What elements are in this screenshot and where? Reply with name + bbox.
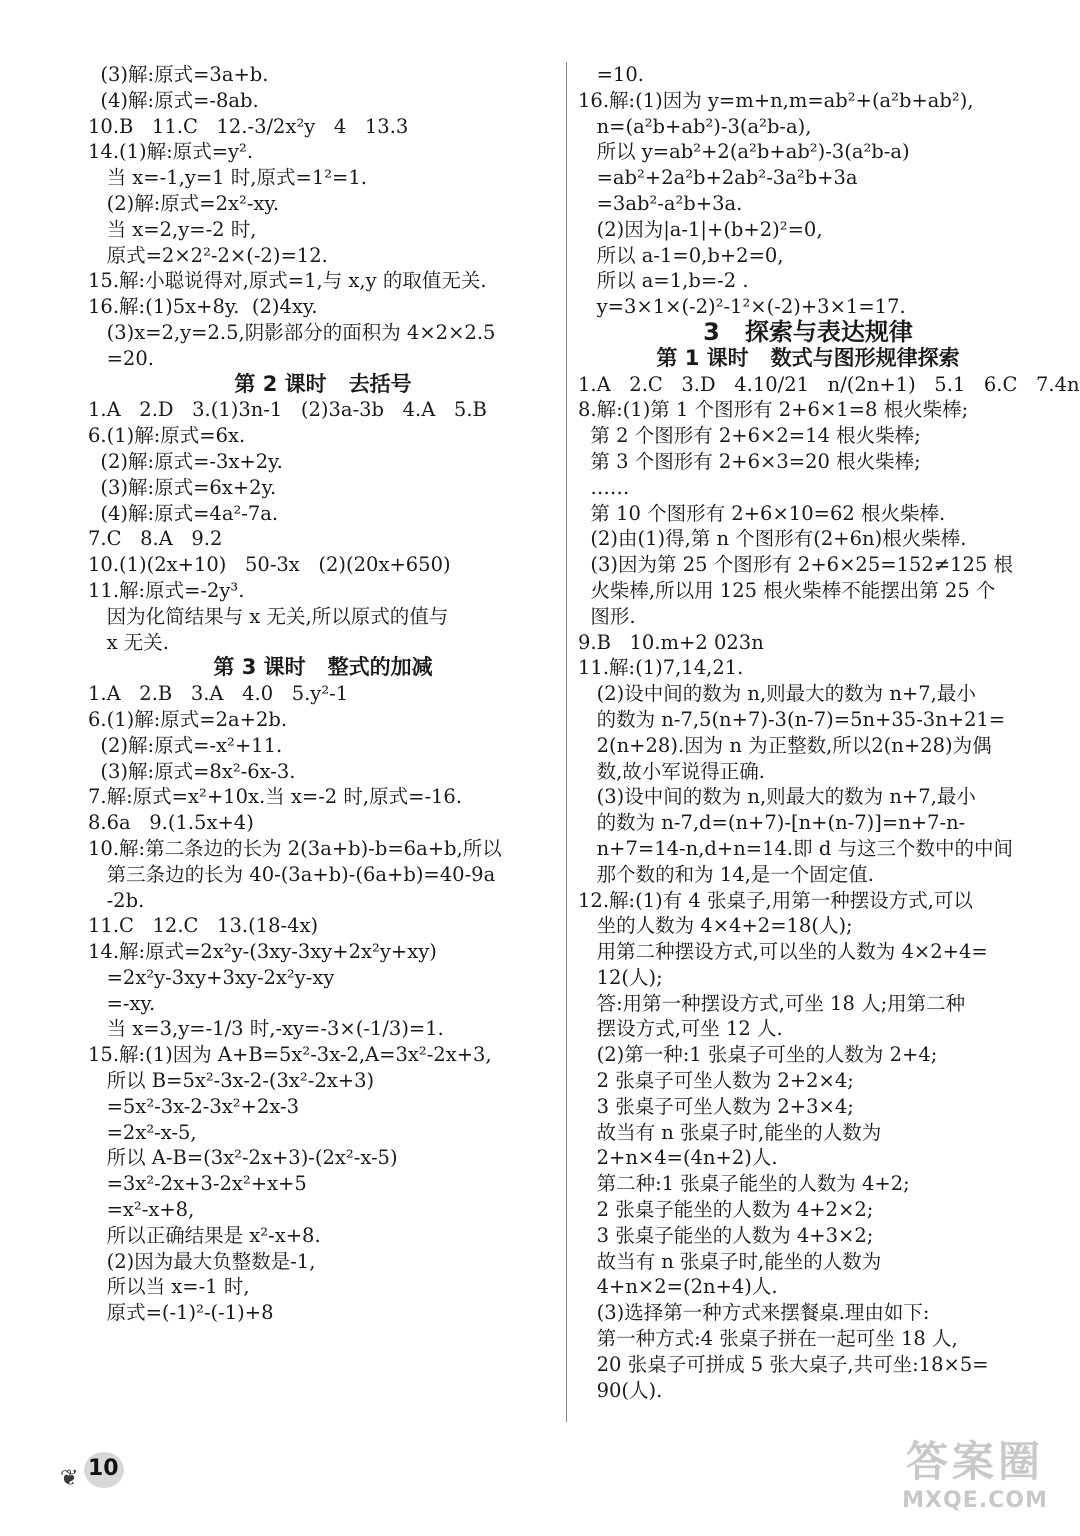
answer-line: 11.C 12.C 13.(18-4x) xyxy=(88,914,319,938)
answer-line: 当 x=2,y=-2 时, xyxy=(88,217,257,241)
answer-line: 8.6a 9.(1.5x+4) xyxy=(88,811,254,835)
answer-line: =x²-x+8, xyxy=(88,1198,195,1222)
answer-line: 用第二种摆设方式,可以坐的人数为 4×2+4= xyxy=(578,940,988,964)
answer-line: 所以 A-B=(3x²-2x+3)-(2x²-x-5) xyxy=(88,1146,398,1170)
right-answer-column xyxy=(578,62,1080,1403)
answer-line: (2)因为最大负整数是-1, xyxy=(88,1249,316,1273)
answer-line: =3x²-2x+3-2x²+x+5 xyxy=(88,1172,307,1196)
answer-line: (2)解:原式=-3x+2y. xyxy=(88,449,283,473)
answer-line: =-xy. xyxy=(88,991,156,1015)
answer-line: 因为化简结果与 x 无关,所以原式的值与 xyxy=(88,604,449,628)
answer-line: 所以 y=ab²+2(a²b+ab²)-3(a²b-a) xyxy=(578,140,910,164)
answer-line: 16.解:(1)5x+8y. (2)4xy. xyxy=(88,295,318,319)
answer-line: (3)解:原式=3a+b. xyxy=(88,63,269,86)
answer-line: 摆设方式,可坐 12 人. xyxy=(578,1017,783,1041)
answer-line: =2x²-x-5, xyxy=(88,1120,197,1144)
answer-line: 原式=2×2²-2×(-2)=12. xyxy=(88,243,328,267)
answer-line: 3 张桌子能坐的人数为 4+3×2; xyxy=(578,1223,874,1247)
answer-line: 10.解:第二条边的长为 2(3a+b)-b=6a+b,所以 xyxy=(88,836,502,860)
page-number: 10 xyxy=(88,1456,119,1481)
section-heading: 3 探索与表达规律 xyxy=(703,317,913,346)
watermark-url: MXQE.COM xyxy=(902,1488,1048,1513)
answer-line: y=3×1×(-2)²-1²×(-2)+3×1=17. xyxy=(578,295,906,319)
answer-line: (2)由(1)得,第 n 个图形有(2+6n)根火柴棒. xyxy=(578,527,967,551)
answer-line: 那个数的和为 14,是一个固定值. xyxy=(578,862,875,886)
answer-line: 第三条边的长为 40-(3a+b)-(6a+b)=40-9a xyxy=(88,862,496,886)
answer-line: 原式=(-1)²-(-1)+8 xyxy=(88,1301,274,1325)
answer-line: 的数为 n-7,5(n+7)-3(n-7)=5n+35-3n+21= xyxy=(578,707,1006,731)
answer-line: 所以当 x=-1 时, xyxy=(88,1275,250,1299)
answer-line: 第一种方式:4 张桌子拼在一起可坐 18 人, xyxy=(578,1327,958,1351)
watermark-seal: 答案圈 xyxy=(905,1437,1044,1486)
answer-line: 14.(1)解:原式=y². xyxy=(88,140,254,164)
answer-line: (2)解:原式=-x²+11. xyxy=(88,733,283,757)
answer-line: (2)设中间的数为 n,则最大的数为 n+7,最小 xyxy=(578,682,976,706)
answer-line: 10.B 11.C 12.-3/2x²y 4 13.3 xyxy=(88,114,409,138)
answer-line: 当 x=3,y=-1/3 时,-xy=-3×(-1/3)=1. xyxy=(88,1017,444,1041)
answer-line: 14.解:原式=2x²y-(3xy-3xy+2x²y+xy) xyxy=(88,940,437,964)
answer-line: 6.(1)解:原式=6x. xyxy=(88,424,246,448)
answer-line: 4+n×2=(2n+4)人. xyxy=(578,1275,778,1299)
answer-line: (3)选择第一种方式来摆餐桌.理由如下: xyxy=(578,1301,930,1325)
answer-line: 12(人); xyxy=(578,965,663,989)
answer-line: 11.解:(1)7,14,21. xyxy=(578,656,744,680)
answer-line: (3)解:原式=8x²-6x-3. xyxy=(88,759,296,783)
answer-line: 坐的人数为 4×4+2=18(人); xyxy=(578,914,853,938)
answer-line: 1.A 2.D 3.(1)3n-1 (2)3a-3b 4.A 5.B xyxy=(88,398,487,422)
answer-line: n=(a²b+ab²)-3(a²b-a), xyxy=(578,114,812,138)
lesson-heading: 第 1 课时 数式与图形规律探索 xyxy=(656,345,960,370)
answer-line: 第 3 个图形有 2+6×3=20 根火柴棒; xyxy=(578,449,921,473)
answer-line: 3 张桌子可坐人数为 2+3×4; xyxy=(578,1094,854,1118)
answer-line: 90(人). xyxy=(578,1378,663,1402)
answer-line: (2)解:原式=2x²-xy. xyxy=(88,191,280,215)
answer-line: 6.(1)解:原式=2a+2b. xyxy=(88,707,288,731)
answer-line: (3)设中间的数为 n,则最大的数为 n+7,最小 xyxy=(578,785,976,809)
answer-line: 故当有 n 张桌子时,能坐的人数为 xyxy=(578,1249,882,1273)
answer-line: x 无关. xyxy=(88,630,169,654)
answer-line: 所以 a=1,b=-2 . xyxy=(578,269,749,293)
answer-line: 15.解:小聪说得对,原式=1,与 x,y 的取值无关. xyxy=(88,269,487,293)
answer-line: =3ab²-a²b+3a. xyxy=(578,191,743,215)
answer-line: 所以 B=5x²-3x-2-(3x²-2x+3) xyxy=(88,1069,375,1093)
answer-line: 7.解:原式=x²+10x.当 x=-2 时,原式=-16. xyxy=(88,785,463,809)
answer-line: (3)x=2,y=2.5,阴影部分的面积为 4×2×2.5 xyxy=(88,320,496,344)
answer-line: 1.A 2.C 3.D 4.10/21 n/(2n+1) 5.1 6.C 7.4n xyxy=(578,372,1080,396)
answer-line: (3)因为第 25 个图形有 2+6×25=152≠125 根 xyxy=(578,553,1014,577)
answer-line: (4)解:原式=-8ab. xyxy=(88,88,259,112)
answer-line: 图形. xyxy=(578,604,636,628)
answer-line: 9.B 10.m+2 023n xyxy=(578,630,764,654)
answer-line: 8.解:(1)第 1 个图形有 2+6×1=8 根火柴棒; xyxy=(578,398,969,422)
answer-line: 数,故小军说得正确. xyxy=(578,759,765,783)
answer-line: 12.解:(1)有 4 张桌子,用第一种摆设方式,可以 xyxy=(578,888,973,912)
answer-line: …… xyxy=(578,475,630,499)
lesson-heading: 第 3 课时 整式的加减 xyxy=(213,655,433,680)
answer-line: (3)解:原式=6x+2y. xyxy=(88,475,277,499)
answer-line: n+7=14-n,d+n=14.即 d 与这三个数中的中间 xyxy=(578,836,1014,860)
answer-line: -2b. xyxy=(88,888,145,912)
answer-line: 20 张桌子可拼成 5 张大桌子,共可坐:18×5= xyxy=(578,1352,989,1376)
answer-line: =ab²+2a²b+2ab²-3a²b+3a xyxy=(578,166,858,190)
answer-line: =20. xyxy=(88,346,154,370)
left-answer-column xyxy=(88,62,558,1326)
lesson-heading: 第 2 课时 去括号 xyxy=(234,371,412,396)
answer-line: 第二种:1 张桌子能坐的人数为 4+2; xyxy=(578,1172,910,1196)
answer-line: (4)解:原式=4a²-7a. xyxy=(88,501,279,525)
answer-line: 2 张桌子能坐的人数为 4+2×2; xyxy=(578,1198,874,1222)
answer-line: 16.解:(1)因为 y=m+n,m=ab²+(a²b+ab²), xyxy=(578,88,974,112)
answer-line: 的数为 n-7,d=(n+7)-[n+(n-7)]=n+7-n- xyxy=(578,811,966,835)
answer-line: 1.A 2.B 3.A 4.0 5.y²-1 xyxy=(88,682,349,706)
answer-line: 第 2 个图形有 2+6×2=14 根火柴棒; xyxy=(578,424,921,448)
answer-line: 第 10 个图形有 2+6×10=62 根火柴棒. xyxy=(578,501,946,525)
answer-line: 所以正确结果是 x²-x+8. xyxy=(88,1223,321,1247)
answer-line: (2)第一种:1 张桌子可坐的人数为 2+4; xyxy=(578,1043,938,1067)
leaf-icon: ❦ xyxy=(60,1466,79,1491)
answer-line: 2+n×4=(4n+2)人. xyxy=(578,1146,778,1170)
answer-line: 故当有 n 张桌子时,能坐的人数为 xyxy=(578,1120,882,1144)
column-divider xyxy=(566,62,567,1422)
answer-line: 火柴棒,所以用 125 根火柴棒不能摆出第 25 个 xyxy=(578,578,996,602)
answer-line: 2(n+28).因为 n 为正整数,所以2(n+28)为偶 xyxy=(578,733,992,757)
page-number-badge xyxy=(60,1444,140,1494)
answer-line: 所以 a-1=0,b+2=0, xyxy=(578,243,784,267)
watermark-logo xyxy=(890,1436,1060,1526)
answer-line: 当 x=-1,y=1 时,原式=1²=1. xyxy=(88,166,367,190)
answer-line: 7.C 8.A 9.2 xyxy=(88,527,223,551)
answer-line: =2x²y-3xy+3xy-2x²y-xy xyxy=(88,965,335,989)
answer-line: =10. xyxy=(578,63,644,86)
answer-line: 11.解:原式=-2y³. xyxy=(88,578,245,602)
answer-line: 10.(1)(2x+10) 50-3x (2)(20x+650) xyxy=(88,553,451,577)
answer-line: 15.解:(1)因为 A+B=5x²-3x-2,A=3x²-2x+3, xyxy=(88,1043,492,1067)
answer-line: 答:用第一种摆设方式,可坐 18 人;用第二种 xyxy=(578,991,966,1015)
answer-line: =5x²-3x-2-3x²+2x-3 xyxy=(88,1094,300,1118)
answer-line: 2 张桌子可坐人数为 2+2×4; xyxy=(578,1069,854,1093)
answer-line: (2)因为|a-1|+(b+2)²=0, xyxy=(578,217,823,241)
